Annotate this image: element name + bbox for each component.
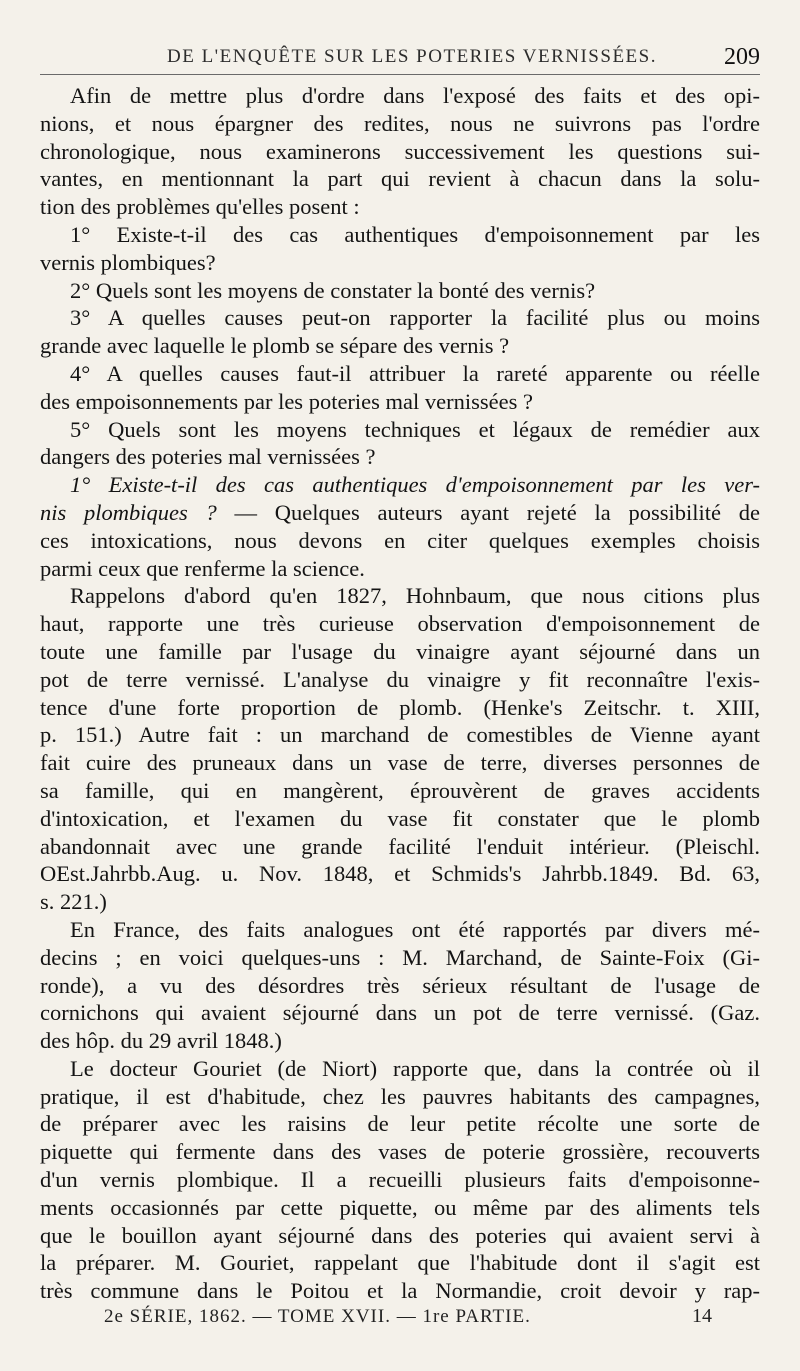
text-line: decins ; en voici quelques-uns : M. Marchand, de Sainte-Foix (Gi- xyxy=(40,944,760,970)
text-line: 1° Existe-t-il des cas authentiques d'empoisonnement par les xyxy=(70,221,760,247)
text-line: nions, et nous épargner des redites, nous ne suivrons pas l'ordre xyxy=(40,110,760,136)
text-line: ces intoxications, nous devons en citer quelques exemples choisis xyxy=(40,527,760,553)
text-line: cornichons qui avaient séjourné dans un pot de terre vernissé. (Gaz. xyxy=(40,1000,760,1026)
footer-signature: 14 xyxy=(692,1305,712,1327)
text-line: piquette qui fermente dans des vases de poterie grossière, recouverts xyxy=(40,1139,760,1165)
text-line: de préparer avec les raisins de leur petite récolte une sorte de xyxy=(40,1111,760,1137)
running-title: DE L'ENQUÊTE SUR LES POTERIES VERNISSÉES. xyxy=(167,46,657,67)
text-line: fait cuire des pruneaux dans un vase de terre, diverses personnes de xyxy=(40,750,760,776)
text-line: tence d'une forte proportion de plomb. (Henke's Zeitschr. t. XIII, xyxy=(40,694,760,720)
text-line: sa famille, qui en mangèrent, éprouvèrent de graves accidents xyxy=(40,777,760,803)
text-line: 5° Quels sont les moyens techniques et légaux de remédier aux xyxy=(70,416,760,442)
text-line: ments occasionnés par cette piquette, ou même par des aliments tels xyxy=(40,1194,760,1220)
text-line: pratique, il est d'habitude, chez les pauvres habitants des campagnes, xyxy=(40,1083,760,1109)
text-line: Rappelons d'abord qu'en 1827, Hohnbaum, que nous citions plus xyxy=(70,583,760,609)
text-line: haut, rapporte une très curieuse observation d'empoisonnement de xyxy=(40,611,760,637)
text-line: chronologique, nous examinerons successivement les questions sui- xyxy=(40,138,760,164)
text-line: 2° Quels sont les moyens de constater la bonté des vernis? xyxy=(70,277,596,303)
text-line: 3° A quelles causes peut-on rapporter la facilité plus ou moins xyxy=(70,305,760,331)
text-line: vantes, en mentionnant la part qui revient à chacun dans la solu- xyxy=(40,166,760,192)
text-line: la préparer. M. Gouriet, rappelant que l'habitude dont il s'agit est xyxy=(40,1250,760,1276)
text-line: des hôp. du 29 avril 1848.) xyxy=(40,1028,282,1054)
text-line: d'un vernis plombique. Il a recueilli plusieurs faits d'empoisonne- xyxy=(40,1167,760,1193)
text-line: ronde), a vu des désordres très sérieux résultant de l'usage de xyxy=(40,972,760,998)
text-line: d'intoxication, et l'examen du vase fit constater que le plomb xyxy=(40,805,760,831)
text-line: très commune dans le Poitou et la Normandie, croit devoir y rap- xyxy=(40,1278,760,1304)
text-line: vernis plombiques? xyxy=(40,249,216,275)
text-line: grande avec laquelle le plomb se sépare des vernis ? xyxy=(40,333,510,359)
text-line: s. 221.) xyxy=(40,889,107,915)
page-number: 209 xyxy=(724,43,760,70)
page-header xyxy=(40,40,760,75)
body-text xyxy=(40,82,760,1305)
text-line xyxy=(40,499,760,527)
text-line: que le bouillon ayant séjourné dans des poteries qui avaient servi à xyxy=(40,1222,760,1248)
roman-run: — Quelques auteurs ayant rejeté la possibilité de xyxy=(216,499,760,525)
text-line: tion des problèmes qu'elles posent : xyxy=(40,194,360,220)
text-line: Le docteur Gouriet (de Niort) rapporte que, dans la contrée où il xyxy=(70,1055,760,1081)
text-line: En France, des faits analogues ont été rapportés par divers mé- xyxy=(70,916,760,942)
page-footer xyxy=(40,1305,760,1328)
text-line: Afin de mettre plus d'ordre dans l'exposé des faits et des opi- xyxy=(70,83,760,108)
text-line: toute une famille par l'usage du vinaigre ayant séjourné dans un xyxy=(40,638,760,664)
italic-run: nis plombiques ? xyxy=(40,499,217,525)
text-line: abandonnait avec une grande facilité l'enduit intérieur. (Pleischl. xyxy=(40,833,760,859)
text-line: 4° A quelles causes faut-il attribuer la rareté apparente ou réelle xyxy=(70,360,760,386)
text-line: parmi ceux que renferme la science. xyxy=(40,555,365,581)
text-line xyxy=(40,471,760,499)
italic-run: 1° Existe-t-il des cas authentiques d'empoisonnement par les ver- xyxy=(70,472,760,498)
text-line: p. 151.) Autre fait : un marchand de comestibles de Vienne ayant xyxy=(40,722,760,748)
text-line: dangers des poteries mal vernissées ? xyxy=(40,444,376,470)
text-line: des empoisonnements par les poteries mal vernissées ? xyxy=(40,388,533,414)
text-line: OEst.Jahrbb.Aug. u. Nov. 1848, et Schmids's Jahrbb.1849. Bd. 63, xyxy=(40,861,760,887)
text-line: pot de terre vernissé. L'analyse du vinaigre y fit reconnaître l'exis- xyxy=(40,666,760,692)
footer-series: 2e SÉRIE, 1862. — TOME XVII. — 1re PARTIE. xyxy=(104,1305,531,1327)
